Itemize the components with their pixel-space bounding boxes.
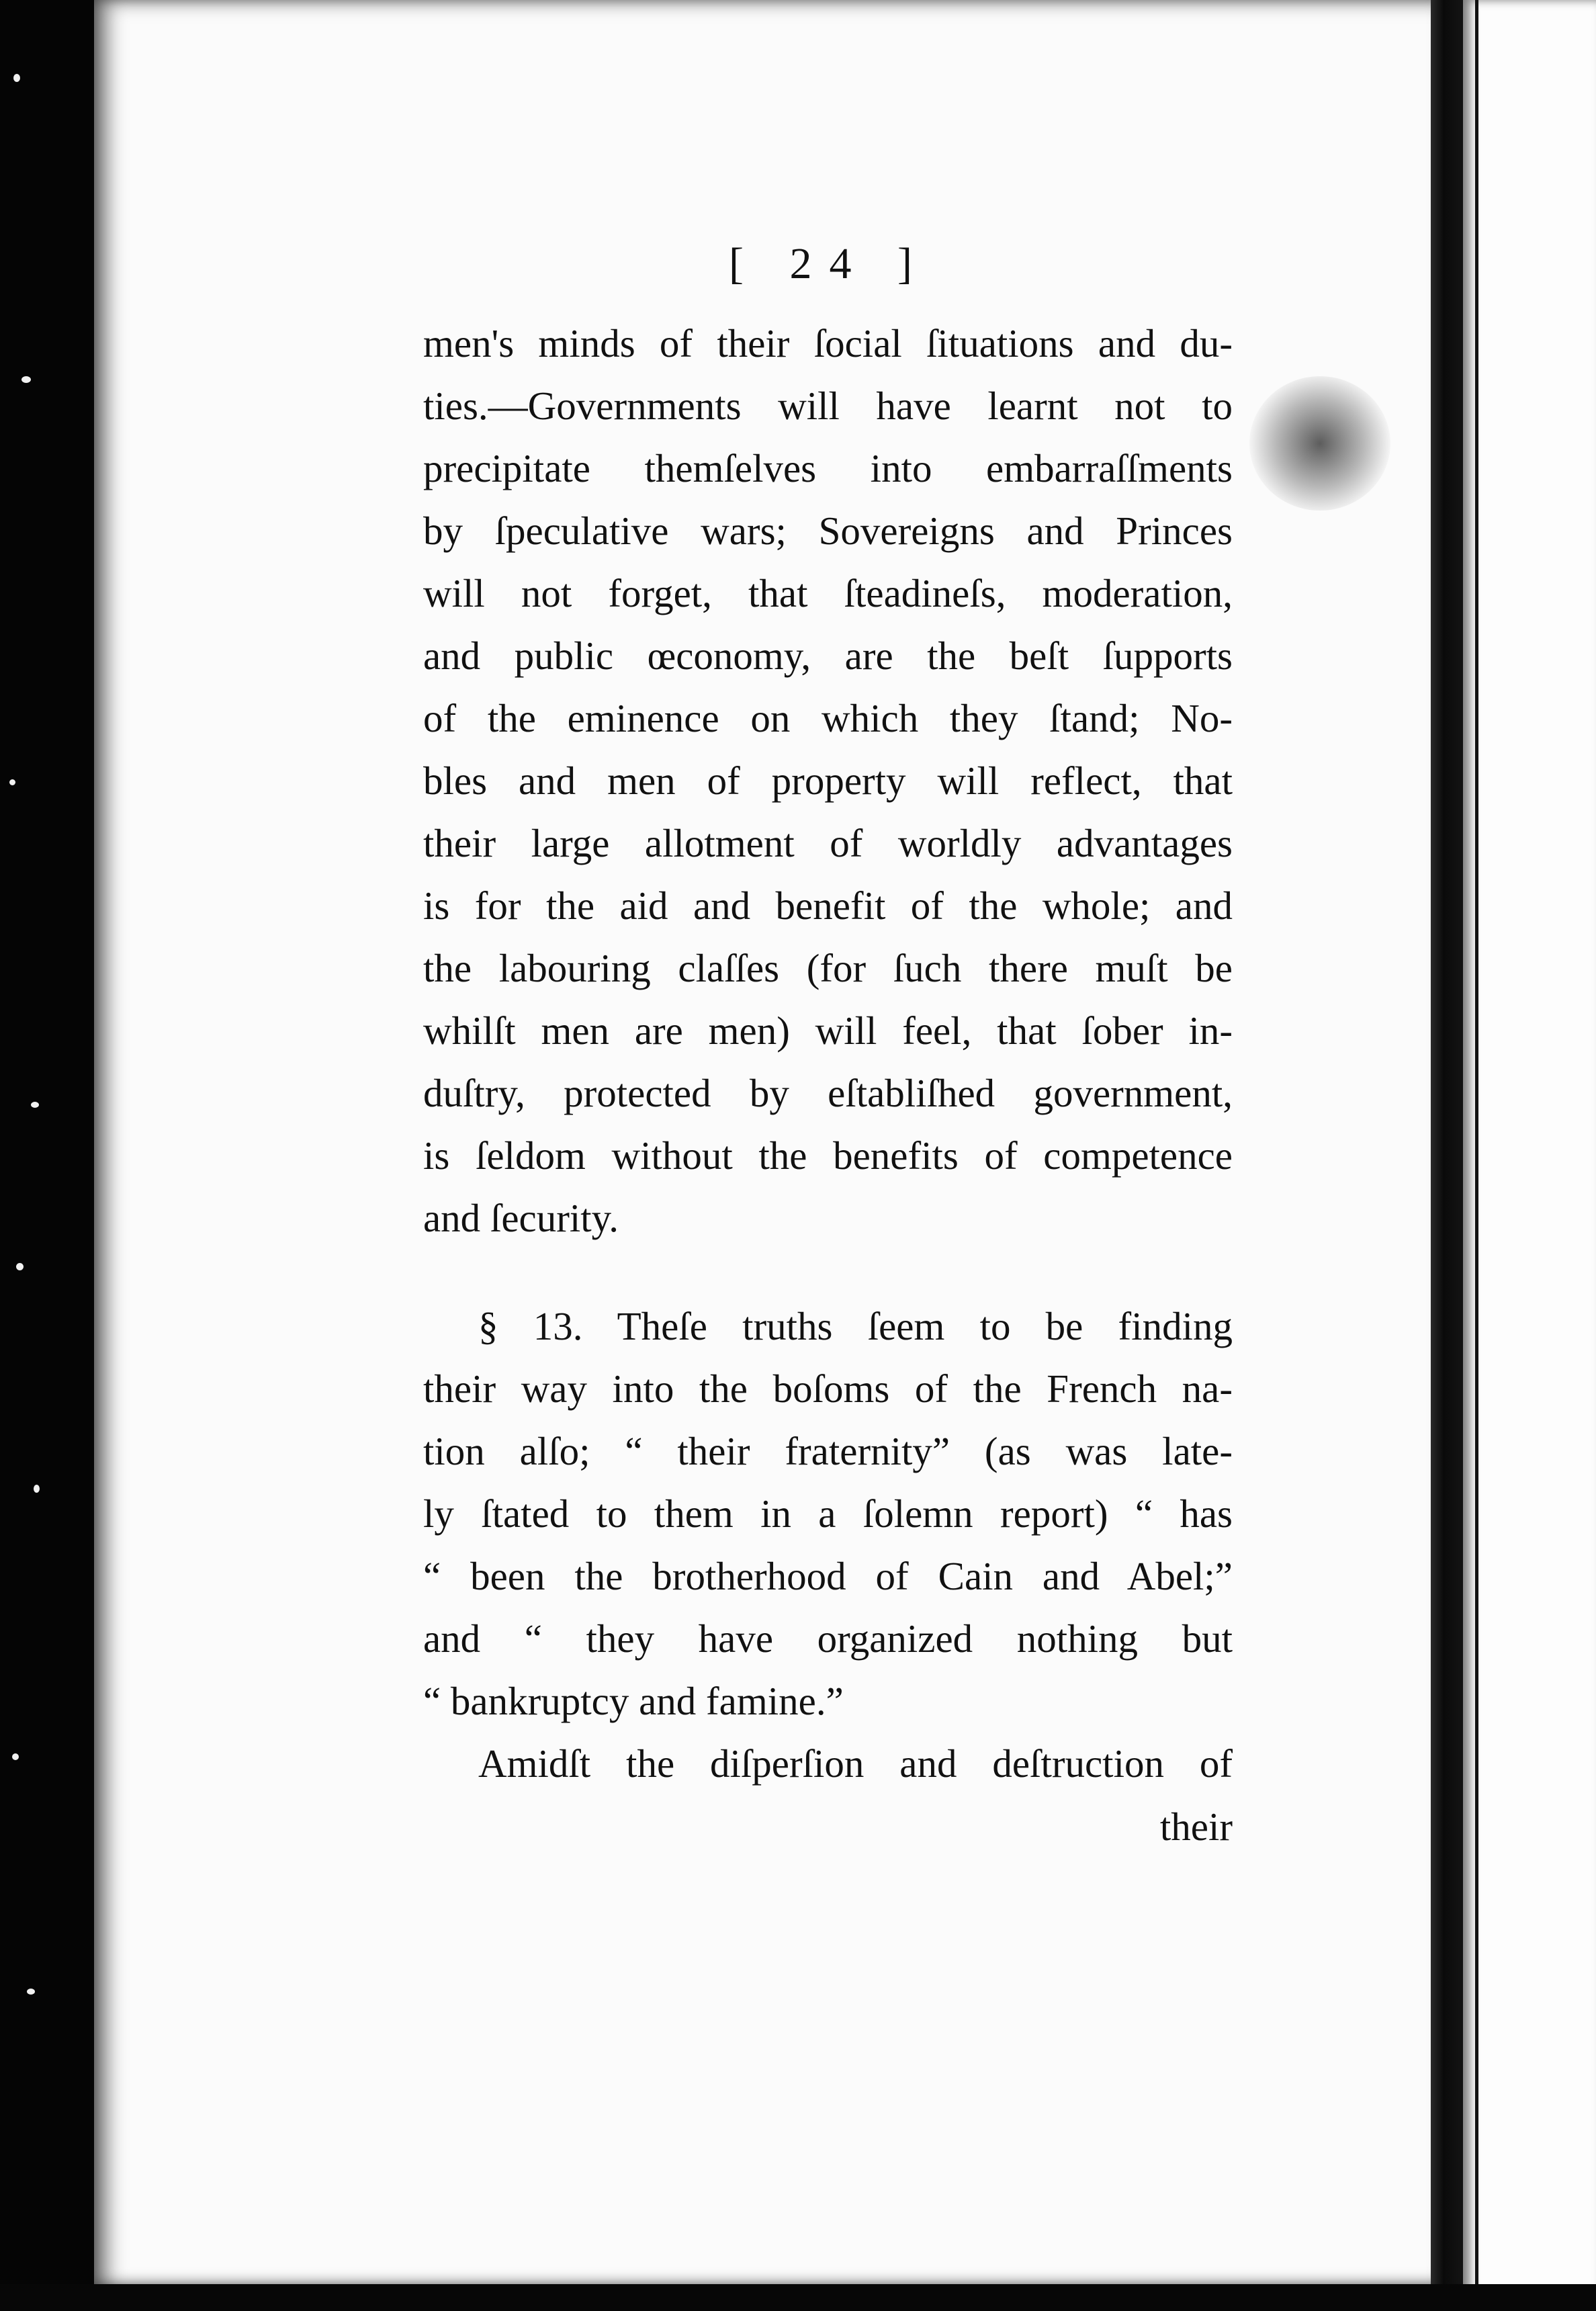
facing-page-edge [1463,0,1596,2311]
text-line: “ bankruptcy and famine.” [423,1679,844,1723]
speck [16,1263,24,1270]
text-line: and ſecurity. [423,1196,619,1240]
text-line: precipitate themſelves into embarraſſments [423,446,1233,490]
speck [34,1485,40,1493]
text-line: whilſt men are men) will feel, that ſober in- [423,1008,1233,1053]
page-number: [ 24 ] [729,239,930,288]
text-line: ly ſtated to them in a ſolemn report) “ has [423,1491,1233,1536]
ink-smudge [1249,376,1390,511]
text-line: Amidſt the diſperſion and deſtruction of [478,1741,1233,1786]
text-line: their large allotment of worldly advantages [423,821,1233,865]
text-line: men's minds of their ſocial ſituations and du- [423,321,1233,365]
page-fold [1431,0,1463,2311]
text-line: duſtry, protected by eſtabliſhed government, [423,1071,1233,1115]
text-line: the labouring claſſes (for ſuch there muſt be [423,946,1233,990]
speck [12,1753,19,1760]
text-line: ties.—Governments will have learnt not to [423,384,1233,428]
text-line: § 13. Theſe truths ſeem to be finding [478,1304,1233,1348]
text-line: “ been the brotherhood of Cain and Abel;” [423,1554,1233,1598]
speck [21,376,31,383]
speck [31,1102,39,1108]
text-line: tion alſo; “ their fraternity” (as was late- [423,1429,1233,1473]
text-line: of the eminence on which they ſtand; No- [423,696,1233,740]
text-line: by ſpeculative wars; Sovereigns and Princes [423,509,1233,553]
text-line: their way into the boſoms of the French na- [423,1366,1233,1411]
text-line: and public œconomy, are the beſt ſupports [423,634,1233,678]
text-line: and “ they have organized nothing but [423,1616,1233,1661]
speck [27,1989,35,1995]
text-line: is for the aid and benefit of the whole; and [423,883,1233,928]
bottom-edge [0,2284,1596,2311]
left-binding-edge [0,0,94,2311]
speck [9,779,15,785]
facing-page-rule [1475,0,1478,2311]
text-line: will not forget, that ſteadineſs, moderation, [423,571,1233,615]
text-line: is ſeldom without the benefits of competence [423,1133,1233,1178]
speck [13,74,20,82]
catchword: their [1159,1804,1233,1849]
text-line: bles and men of property will reflect, that [423,758,1233,803]
